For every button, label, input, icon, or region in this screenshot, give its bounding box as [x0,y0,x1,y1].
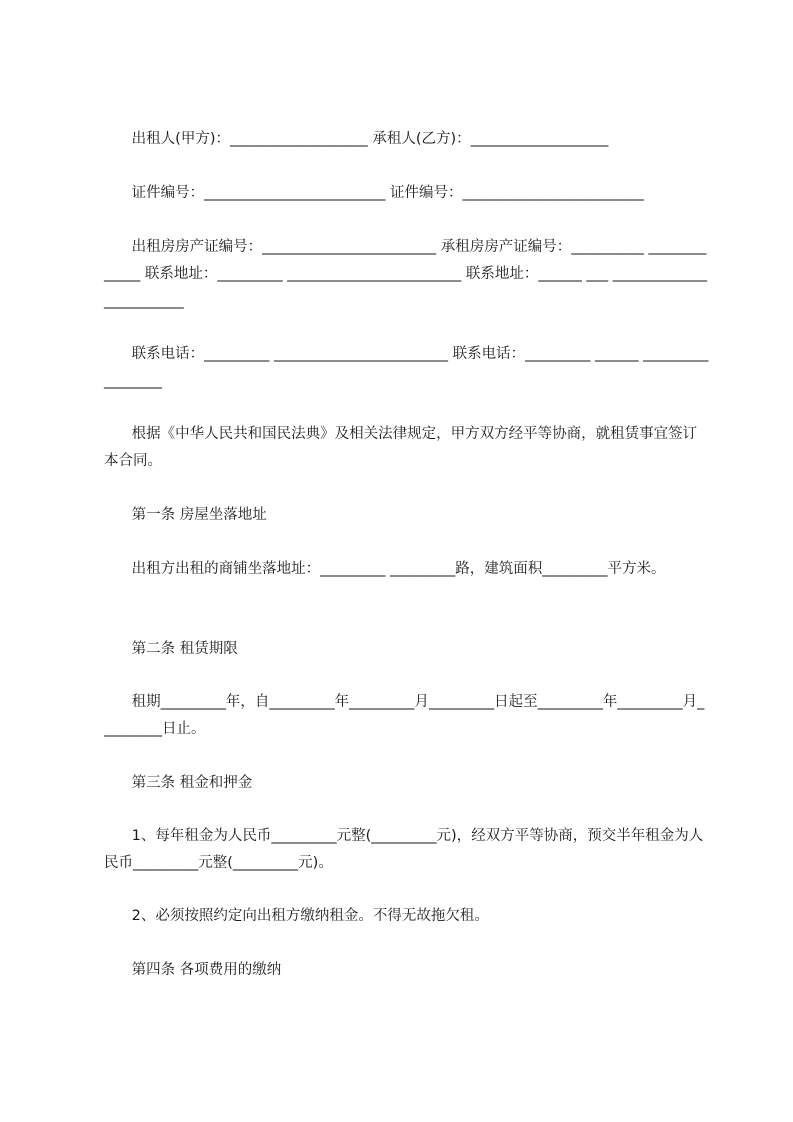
article-3-item-1: 1、每年租金为人民币_________元整(_________元)，经双方平等协商，预交半年租金为人民币_________元整(_________元)。 [104,828,704,871]
phone-line: 联系电话：_________ ________________________ 联系电话：_________ ______ _________________ [104,346,709,389]
article-3-heading: 第三条 租金和押金 [104,775,253,791]
article-1-heading: 第一条 房屋坐落地址 [104,507,267,523]
article-3-item-2: 2、必须按照约定向出租方缴纳租金。不得无故拖欠租。 [104,908,489,924]
article-2-body: 租期_________年，自_________年_________月_________日起至_________年_________月_________日止。 [104,694,705,737]
article-4-heading: 第四条 各项费用的缴纳 [104,962,282,978]
id-number-line: 证件编号：_________________________ 证件编号：_________________________ [104,185,644,201]
parties-line: 出租人(甲方)：___________________ 承租人(乙方)：___________________ [104,131,609,147]
article-1-body: 出租方出租的商铺坐落地址：_________ _________路，建筑面积_________平方米。 [104,561,666,577]
preamble-paragraph: 根据《中华人民共和国民法典》及相关法律规定，甲方双方经平等协商，就租赁事宜签订本合同。 [104,426,698,469]
property-cert-address-block: 出租房房产证编号：________________________ 承租房房产证编号：__________ _____________ 联系地址：_________ ________________________ 联系地址：______ ___ ________________________ [104,239,708,309]
article-2-heading: 第二条 租赁期限 [104,641,238,657]
